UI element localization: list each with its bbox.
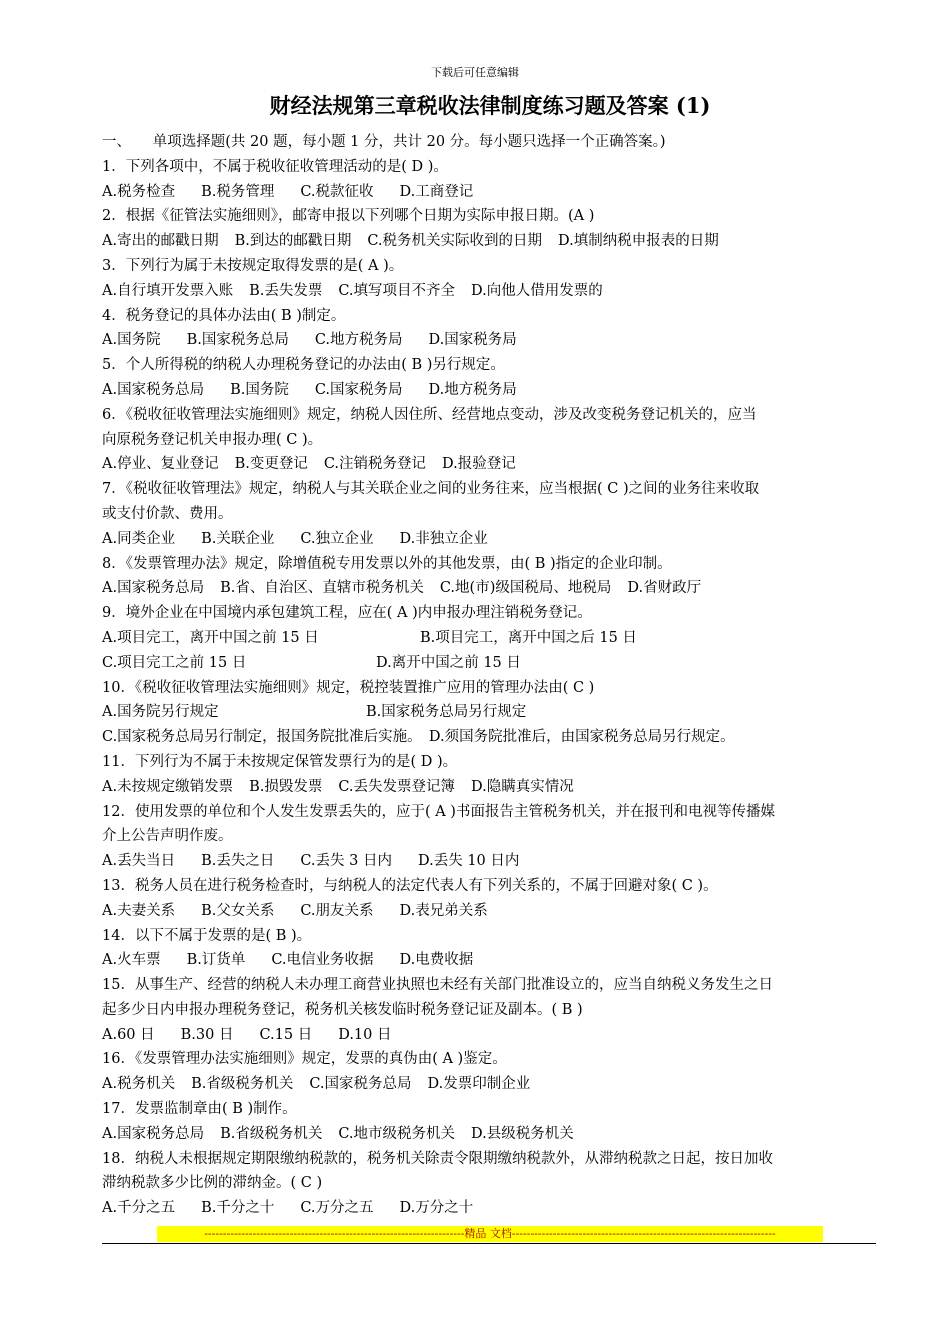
page-title: 财经法规第三章税收法律制度练习题及答案 (1) xyxy=(269,93,711,118)
question-line: 17．发票监制章由( B )制作。 xyxy=(102,1101,297,1118)
option: C.地方税务局 xyxy=(314,332,403,349)
option: B.税务管理 xyxy=(201,183,275,200)
option: C.万分之五 xyxy=(300,1200,374,1217)
option: B.项目完工，离开中国之后 15 日 xyxy=(420,629,637,646)
option: D.工商登记 xyxy=(399,183,474,200)
question-line: 滞纳税款多少比例的滞纳金。( C ) xyxy=(102,1175,323,1192)
question-line: 3．下列行为属于未按规定取得发票的是( A )。 xyxy=(102,257,404,274)
option: C.朋友关系 xyxy=(300,902,374,919)
options-row xyxy=(102,328,878,353)
option: A.夫妻关系 xyxy=(102,902,176,919)
options-row xyxy=(102,229,878,254)
footer-banner: ----------------------------------------------------------------------精品 文档----------------------------------------------------------------------- xyxy=(157,1226,823,1242)
question-line: C.国家税务总局另行制定，报国务院批准后实施。 D.须国务院批准后，由国家税务总局另行规定。 xyxy=(102,729,735,746)
option: D.离开中国之前 15 日 xyxy=(376,654,521,671)
option: A.国务院 xyxy=(102,332,161,349)
option: D.向他人借用发票的 xyxy=(471,282,603,299)
option: B.国务院 xyxy=(230,381,289,398)
options-row xyxy=(102,899,878,924)
option: A.停业、复业登记 xyxy=(102,456,219,473)
option: D.县级税务机关 xyxy=(471,1125,574,1142)
option: C.填写项目不齐全 xyxy=(338,282,456,299)
option: C.独立企业 xyxy=(300,530,374,547)
option: B.关联企业 xyxy=(201,530,275,547)
options-row xyxy=(102,279,878,304)
option: D.省财政厅 xyxy=(627,580,702,597)
section-heading: 一、 单项选择题(共 20 题，每小题 1 分，共计 20 分。每小题只选择一个正确答案。) xyxy=(102,134,666,150)
option: B.国家税务总局 xyxy=(186,332,289,349)
question-line: 介上公告声明作废。 xyxy=(102,828,233,845)
option: D.10 日 xyxy=(338,1026,392,1043)
question-line: 2．根据《征管法实施细则》，邮寄申报以下列哪个日期为实际申报日期。(A ) xyxy=(102,208,595,225)
options-row xyxy=(102,948,878,973)
option: B.省、自治区、直辖市税务机关 xyxy=(220,580,424,597)
question-line: 13．税务人员在进行税务检查时，与纳税人的法定代表人有下列关系的，不属于回避对象( C )。 xyxy=(102,877,718,894)
option: C.项目完工之前 15 日 xyxy=(102,654,247,671)
question-line: 18．纳税人未根据规定期限缴纳税款的，税务机关除责令限期缴纳税款外，从滞纳税款之日起，按日加收 xyxy=(102,1150,773,1167)
option: C.电信业务收据 xyxy=(271,952,374,969)
option: B.30 日 xyxy=(180,1026,234,1043)
options-row xyxy=(102,775,878,800)
option: A.国家税务总局 xyxy=(102,381,205,398)
option: D.报验登记 xyxy=(442,456,516,473)
header-note: 下载后可任意编辑 xyxy=(431,66,519,79)
option: C.地(市)级国税局、地税局 xyxy=(439,580,612,597)
option: A.国务院另行规定 xyxy=(102,704,219,721)
question-line: 起多少日内申报办理税务登记，税务机关核发临时税务登记证及副本。( B ) xyxy=(102,1001,583,1018)
question-line: 1．下列各项中，不属于税收征收管理活动的是( D )。 xyxy=(102,158,448,175)
question-line: 6．《税收征收管理法实施细则》规定，纳税人因住所、经营地点变动，涉及改变税务登记机关的，应当 xyxy=(102,406,757,423)
option: A.项目完工，离开中国之前 15 日 xyxy=(102,629,319,646)
option: D.填制纳税申报表的日期 xyxy=(558,233,719,250)
option: D.表兄弟关系 xyxy=(399,902,488,919)
option: B.父女关系 xyxy=(201,902,275,919)
footer-divider xyxy=(102,1243,876,1244)
option: C.税务机关实际收到的日期 xyxy=(367,233,543,250)
option: A.税务机关 xyxy=(102,1076,176,1093)
question-line: 4．税务登记的具体办法由( B )制定。 xyxy=(102,307,346,324)
question-line: 14．以下不属于发票的是( B )。 xyxy=(102,927,312,944)
option: B.变更登记 xyxy=(234,456,308,473)
options-row xyxy=(102,1072,878,1097)
options-row xyxy=(102,378,878,403)
question-list xyxy=(102,130,878,1221)
question-line: 9．境外企业在中国境内承包建筑工程，应在( A )内申报办理注销税务登记。 xyxy=(102,605,592,622)
option: A.寄出的邮戳日期 xyxy=(102,233,219,250)
option: C.注销税务登记 xyxy=(323,456,427,473)
option: A.丢失当日 xyxy=(102,853,176,870)
question-line: 向原税务登记机关申报办理( C )。 xyxy=(102,431,323,448)
option: D.隐瞒真实情况 xyxy=(471,778,574,795)
option: C.丢失 3 日内 xyxy=(300,853,392,870)
option: C.地市级税务机关 xyxy=(338,1125,456,1142)
option: A.未按规定缴销发票 xyxy=(102,778,234,795)
question-line: 11．下列行为不属于未按规定保管发票行为的是( D )。 xyxy=(102,753,458,770)
option: D.国家税务局 xyxy=(428,332,517,349)
option: B.省级税务机关 xyxy=(191,1076,294,1093)
option: A.自行填开发票入账 xyxy=(102,282,234,299)
options-row xyxy=(102,700,878,725)
option: D.电费收据 xyxy=(399,952,474,969)
option: A.火车票 xyxy=(102,952,161,969)
option: B.国家税务总局另行规定 xyxy=(366,704,527,721)
question-line: 16．《发票管理办法实施细则》规定，发票的真伪由( A )鉴定。 xyxy=(102,1051,507,1068)
option: B.丢失之日 xyxy=(201,853,275,870)
option: B.千分之十 xyxy=(201,1200,275,1217)
question-line: 12．使用发票的单位和个人发生发票丢失的，应于( A )书面报告主管税务机关，并在报刊和电视等传播媒 xyxy=(102,803,775,820)
options-row xyxy=(102,180,878,205)
option: D.发票印制企业 xyxy=(427,1076,531,1093)
option: C.15 日 xyxy=(259,1026,313,1043)
question-line: 15．从事生产、经营的纳税人未办理工商营业执照也未经有关部门批准设立的，应当自纳税义务发生之日 xyxy=(102,977,773,994)
option: C.税款征收 xyxy=(300,183,374,200)
options-row xyxy=(102,651,878,676)
option: B.订货单 xyxy=(186,952,246,969)
option: D.非独立企业 xyxy=(399,530,488,547)
options-row xyxy=(102,1122,878,1147)
options-row xyxy=(102,452,878,477)
option: D.丢失 10 日内 xyxy=(418,853,520,870)
options-row xyxy=(102,527,878,552)
option: B.到达的邮戳日期 xyxy=(234,233,352,250)
question-line: 7．《税收征收管理法》规定，纳税人与其关联企业之间的业务往来，应当根据( C )之间的业务往来收取 xyxy=(102,481,760,498)
question-line: 或支付价款、费用。 xyxy=(102,505,233,522)
option: D.地方税务局 xyxy=(428,381,517,398)
option: A.国家税务总局 xyxy=(102,1125,205,1142)
option: C.丢失发票登记簿 xyxy=(338,778,456,795)
option: D.万分之十 xyxy=(399,1200,474,1217)
options-row xyxy=(102,1196,878,1221)
question-line: 8．《发票管理办法》规定，除增值税专用发票以外的其他发票，由( B )指定的企业印制。 xyxy=(102,555,672,572)
option: B.损毁发票 xyxy=(249,778,323,795)
question-line: 5．个人所得税的纳税人办理税务登记的办法由( B )另行规定。 xyxy=(102,357,505,374)
options-row xyxy=(102,849,878,874)
option: A.同类企业 xyxy=(102,530,176,547)
option: B.丢失发票 xyxy=(249,282,323,299)
option: A.千分之五 xyxy=(102,1200,176,1217)
options-row xyxy=(102,576,878,601)
options-row xyxy=(102,1023,878,1048)
option: C.国家税务局 xyxy=(314,381,403,398)
option: A.税务检查 xyxy=(102,183,176,200)
option: C.国家税务总局 xyxy=(309,1076,412,1093)
option: A.60 日 xyxy=(102,1026,155,1043)
option: B.省级税务机关 xyxy=(220,1125,323,1142)
question-line: 10．《税收征收管理法实施细则》规定，税控装置推广应用的管理办法由( C ) xyxy=(102,679,595,696)
option: A.国家税务总局 xyxy=(102,580,205,597)
options-row xyxy=(102,626,878,651)
